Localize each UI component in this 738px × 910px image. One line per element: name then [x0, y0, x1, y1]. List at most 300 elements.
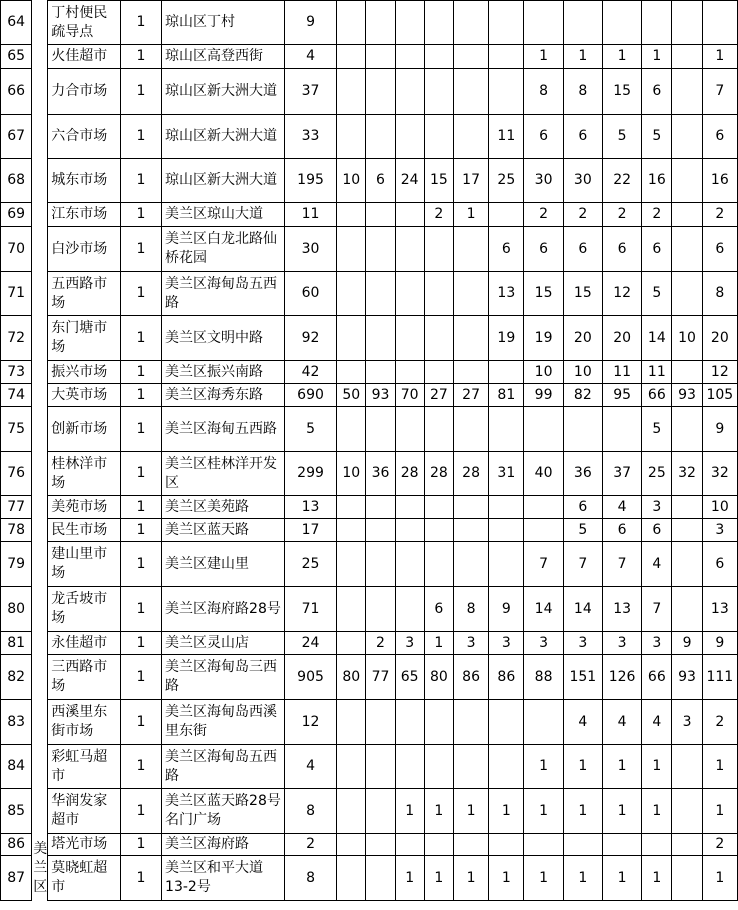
- market-name-cell: 华润发家超市: [48, 789, 120, 834]
- value-cell: 30: [563, 159, 602, 203]
- row-number-cell: 71: [1, 272, 32, 316]
- value-cell: [672, 542, 702, 587]
- table-row: [1, 542, 738, 587]
- value-cell: [366, 69, 395, 115]
- total-cell: 37: [284, 69, 336, 115]
- value-cell: 6: [366, 159, 395, 203]
- table-row: [1, 45, 738, 69]
- value-cell: 14: [563, 587, 602, 632]
- value-cell: 1: [642, 745, 672, 789]
- value-cell: [337, 632, 366, 655]
- value-cell: 80: [424, 655, 453, 700]
- value-cell: [395, 69, 424, 115]
- value-cell: 6: [524, 115, 563, 159]
- row-number-cell: 68: [1, 159, 32, 203]
- value-cell: 1: [524, 745, 563, 789]
- value-cell: [395, 1, 424, 45]
- value-cell: 4: [642, 542, 672, 587]
- value-cell: [424, 700, 453, 745]
- value-cell: 99: [524, 384, 563, 407]
- market-name-cell: 白沙市场: [48, 227, 120, 272]
- count-cell: 1: [120, 1, 161, 45]
- address-cell: 美兰区海甸五西路: [162, 407, 285, 452]
- value-cell: [424, 361, 453, 384]
- value-cell: 10: [672, 316, 702, 361]
- table-row: [1, 384, 738, 407]
- value-cell: 9: [672, 632, 702, 655]
- value-cell: [337, 407, 366, 452]
- value-cell: [672, 496, 702, 519]
- value-cell: 3: [702, 519, 737, 542]
- table-row: [1, 1, 738, 45]
- value-cell: [524, 834, 563, 856]
- value-cell: 6: [489, 227, 524, 272]
- value-cell: 2: [366, 632, 395, 655]
- count-cell: 1: [120, 45, 161, 69]
- value-cell: 7: [524, 542, 563, 587]
- total-cell: 92: [284, 316, 336, 361]
- value-cell: 4: [642, 700, 672, 745]
- value-cell: [424, 407, 453, 452]
- value-cell: 7: [563, 542, 602, 587]
- value-cell: [337, 1, 366, 45]
- row-number-cell: 69: [1, 203, 32, 227]
- market-name-cell: 大英市场: [48, 384, 120, 407]
- row-number-cell: 87: [1, 856, 32, 901]
- value-cell: [453, 316, 488, 361]
- value-cell: [337, 316, 366, 361]
- row-number-cell: 74: [1, 384, 32, 407]
- value-cell: [366, 519, 395, 542]
- value-cell: 14: [524, 587, 563, 632]
- value-cell: 6: [702, 227, 737, 272]
- address-cell: 美兰区海甸岛西溪里东街: [162, 700, 285, 745]
- value-cell: [672, 203, 702, 227]
- value-cell: [489, 496, 524, 519]
- value-cell: 9: [702, 407, 737, 452]
- value-cell: 4: [602, 496, 641, 519]
- value-cell: [395, 272, 424, 316]
- market-name-cell: 彩虹马超市: [48, 745, 120, 789]
- value-cell: 2: [563, 203, 602, 227]
- address-cell: 美兰区海府路28号: [162, 587, 285, 632]
- value-cell: 10: [337, 452, 366, 496]
- value-cell: [395, 115, 424, 159]
- count-cell: 1: [120, 272, 161, 316]
- value-cell: 1: [524, 789, 563, 834]
- count-cell: 1: [120, 452, 161, 496]
- value-cell: 6: [563, 496, 602, 519]
- value-cell: 5: [602, 115, 641, 159]
- value-cell: [453, 496, 488, 519]
- value-cell: 20: [702, 316, 737, 361]
- value-cell: [489, 45, 524, 69]
- count-cell: 1: [120, 519, 161, 542]
- value-cell: [395, 519, 424, 542]
- total-cell: 690: [284, 384, 336, 407]
- value-cell: 151: [563, 655, 602, 700]
- value-cell: 3: [489, 632, 524, 655]
- value-cell: [337, 45, 366, 69]
- market-name-cell: 东门塘市场: [48, 316, 120, 361]
- value-cell: [672, 834, 702, 856]
- market-name-cell: 三西路市场: [48, 655, 120, 700]
- value-cell: 126: [602, 655, 641, 700]
- value-cell: 1: [424, 856, 453, 901]
- value-cell: [366, 587, 395, 632]
- value-cell: 86: [489, 655, 524, 700]
- table-row: [1, 632, 738, 655]
- value-cell: 2: [702, 700, 737, 745]
- address-cell: 美兰区振兴南路: [162, 361, 285, 384]
- value-cell: [672, 856, 702, 901]
- value-cell: 15: [424, 159, 453, 203]
- count-cell: 1: [120, 834, 161, 856]
- total-cell: 905: [284, 655, 336, 700]
- total-cell: 33: [284, 115, 336, 159]
- value-cell: 6: [563, 227, 602, 272]
- value-cell: 12: [602, 272, 641, 316]
- total-cell: 71: [284, 587, 336, 632]
- value-cell: 1: [395, 789, 424, 834]
- row-number-cell: 75: [1, 407, 32, 452]
- value-cell: [366, 203, 395, 227]
- value-cell: [563, 1, 602, 45]
- value-cell: 31: [489, 452, 524, 496]
- count-cell: 1: [120, 159, 161, 203]
- value-cell: [602, 1, 641, 45]
- value-cell: [337, 272, 366, 316]
- value-cell: [424, 834, 453, 856]
- value-cell: [453, 1, 488, 45]
- value-cell: 10: [702, 496, 737, 519]
- value-cell: 12: [702, 361, 737, 384]
- value-cell: [489, 361, 524, 384]
- count-cell: 1: [120, 587, 161, 632]
- value-cell: 7: [702, 69, 737, 115]
- value-cell: 13: [602, 587, 641, 632]
- value-cell: 36: [366, 452, 395, 496]
- table-row: [1, 159, 738, 203]
- value-cell: 3: [395, 632, 424, 655]
- value-cell: [672, 519, 702, 542]
- value-cell: 77: [366, 655, 395, 700]
- value-cell: [424, 1, 453, 45]
- address-cell: 美兰区海秀东路: [162, 384, 285, 407]
- value-cell: [489, 834, 524, 856]
- value-cell: 32: [702, 452, 737, 496]
- table-row: [1, 272, 738, 316]
- value-cell: [366, 361, 395, 384]
- district-cell: [32, 1, 48, 901]
- table-row: [1, 655, 738, 700]
- value-cell: 3: [602, 632, 641, 655]
- value-cell: [524, 700, 563, 745]
- value-cell: [453, 45, 488, 69]
- market-name-cell: 城东市场: [48, 159, 120, 203]
- value-cell: [337, 203, 366, 227]
- row-number-cell: 66: [1, 69, 32, 115]
- count-cell: 1: [120, 115, 161, 159]
- value-cell: 27: [424, 384, 453, 407]
- value-cell: 88: [524, 655, 563, 700]
- value-cell: 6: [702, 115, 737, 159]
- value-cell: 17: [453, 159, 488, 203]
- value-cell: 11: [642, 361, 672, 384]
- value-cell: 16: [702, 159, 737, 203]
- total-cell: 24: [284, 632, 336, 655]
- value-cell: 1: [702, 45, 737, 69]
- value-cell: 65: [395, 655, 424, 700]
- value-cell: 6: [642, 519, 672, 542]
- value-cell: 6: [424, 587, 453, 632]
- value-cell: [453, 407, 488, 452]
- value-cell: [337, 700, 366, 745]
- market-name-cell: 六合市场: [48, 115, 120, 159]
- value-cell: 1: [602, 745, 641, 789]
- value-cell: [337, 227, 366, 272]
- value-cell: 13: [702, 587, 737, 632]
- table-row: [1, 407, 738, 452]
- value-cell: 1: [424, 632, 453, 655]
- value-cell: 3: [642, 632, 672, 655]
- value-cell: 5: [642, 407, 672, 452]
- value-cell: [489, 1, 524, 45]
- value-cell: 93: [672, 384, 702, 407]
- value-cell: [395, 834, 424, 856]
- value-cell: 7: [642, 587, 672, 632]
- count-cell: 1: [120, 361, 161, 384]
- count-cell: 1: [120, 655, 161, 700]
- value-cell: [453, 519, 488, 542]
- value-cell: [424, 745, 453, 789]
- value-cell: 25: [642, 452, 672, 496]
- value-cell: [524, 519, 563, 542]
- value-cell: 20: [563, 316, 602, 361]
- value-cell: [524, 1, 563, 45]
- count-cell: 1: [120, 227, 161, 272]
- value-cell: 11: [489, 115, 524, 159]
- value-cell: 1: [395, 856, 424, 901]
- value-cell: [672, 45, 702, 69]
- row-number-cell: 78: [1, 519, 32, 542]
- value-cell: [395, 700, 424, 745]
- total-cell: 12: [284, 700, 336, 745]
- market-name-cell: 莫晓虹超市: [48, 856, 120, 901]
- row-number-cell: 65: [1, 45, 32, 69]
- address-cell: 琼山区新大洲大道: [162, 69, 285, 115]
- value-cell: 36: [563, 452, 602, 496]
- value-cell: 22: [602, 159, 641, 203]
- table-row: [1, 856, 738, 901]
- address-cell: 美兰区和平大道13-2号: [162, 856, 285, 901]
- market-name-cell: 丁村便民疏导点: [48, 1, 120, 45]
- count-cell: 1: [120, 789, 161, 834]
- value-cell: 70: [395, 384, 424, 407]
- value-cell: [672, 587, 702, 632]
- market-name-cell: 五西路市场: [48, 272, 120, 316]
- value-cell: [366, 1, 395, 45]
- market-name-cell: 创新市场: [48, 407, 120, 452]
- value-cell: [602, 407, 641, 452]
- value-cell: 5: [642, 115, 672, 159]
- value-cell: 10: [337, 159, 366, 203]
- value-cell: 32: [672, 452, 702, 496]
- address-cell: 琼山区新大洲大道: [162, 159, 285, 203]
- value-cell: 6: [642, 227, 672, 272]
- value-cell: [672, 1, 702, 45]
- row-number-cell: 83: [1, 700, 32, 745]
- value-cell: [524, 496, 563, 519]
- value-cell: [395, 745, 424, 789]
- value-cell: [672, 361, 702, 384]
- address-cell: 美兰区建山里: [162, 542, 285, 587]
- row-number-cell: 67: [1, 115, 32, 159]
- market-name-cell: 永佳超市: [48, 632, 120, 655]
- value-cell: 8: [702, 272, 737, 316]
- total-cell: 25: [284, 542, 336, 587]
- value-cell: [337, 834, 366, 856]
- total-cell: 299: [284, 452, 336, 496]
- value-cell: 2: [524, 203, 563, 227]
- value-cell: 1: [702, 856, 737, 901]
- count-cell: 1: [120, 384, 161, 407]
- value-cell: [453, 700, 488, 745]
- total-cell: 4: [284, 45, 336, 69]
- value-cell: 16: [642, 159, 672, 203]
- market-name-cell: 民生市场: [48, 519, 120, 542]
- value-cell: 1: [453, 203, 488, 227]
- row-number-cell: 77: [1, 496, 32, 519]
- value-cell: [395, 316, 424, 361]
- table-row: [1, 789, 738, 834]
- value-cell: [366, 856, 395, 901]
- table-row: [1, 700, 738, 745]
- value-cell: 1: [602, 45, 641, 69]
- value-cell: [453, 115, 488, 159]
- total-cell: 13: [284, 496, 336, 519]
- value-cell: [366, 496, 395, 519]
- value-cell: [395, 227, 424, 272]
- value-cell: 1: [563, 45, 602, 69]
- value-cell: 2: [702, 203, 737, 227]
- value-cell: [424, 272, 453, 316]
- market-name-cell: 振兴市场: [48, 361, 120, 384]
- value-cell: [453, 745, 488, 789]
- address-cell: 美兰区琼山大道: [162, 203, 285, 227]
- value-cell: [489, 542, 524, 587]
- value-cell: [366, 745, 395, 789]
- district-label: 美兰区: [33, 840, 48, 895]
- value-cell: [489, 700, 524, 745]
- value-cell: 1: [563, 745, 602, 789]
- value-cell: 1: [563, 856, 602, 901]
- value-cell: 19: [524, 316, 563, 361]
- value-cell: 6: [602, 227, 641, 272]
- value-cell: 10: [524, 361, 563, 384]
- value-cell: [424, 519, 453, 542]
- value-cell: 40: [524, 452, 563, 496]
- count-cell: 1: [120, 69, 161, 115]
- table-row: [1, 587, 738, 632]
- value-cell: 111: [702, 655, 737, 700]
- value-cell: 3: [672, 700, 702, 745]
- value-cell: 1: [453, 789, 488, 834]
- row-number-cell: 86: [1, 834, 32, 856]
- value-cell: [366, 834, 395, 856]
- value-cell: [424, 227, 453, 272]
- value-cell: 80: [337, 655, 366, 700]
- value-cell: [489, 69, 524, 115]
- value-cell: [337, 361, 366, 384]
- value-cell: 1: [424, 789, 453, 834]
- value-cell: 30: [524, 159, 563, 203]
- value-cell: 93: [672, 655, 702, 700]
- market-name-cell: 建山里市场: [48, 542, 120, 587]
- value-cell: 66: [642, 655, 672, 700]
- table-row: [1, 519, 738, 542]
- table-row: [1, 834, 738, 856]
- value-cell: [672, 745, 702, 789]
- row-number-cell: 72: [1, 316, 32, 361]
- row-number-cell: 80: [1, 587, 32, 632]
- value-cell: [424, 496, 453, 519]
- value-cell: 6: [702, 542, 737, 587]
- value-cell: 105: [702, 384, 737, 407]
- total-cell: 9: [284, 1, 336, 45]
- value-cell: [563, 407, 602, 452]
- value-cell: 37: [602, 452, 641, 496]
- count-cell: 1: [120, 700, 161, 745]
- value-cell: [395, 203, 424, 227]
- value-cell: 1: [602, 856, 641, 901]
- address-cell: 美兰区蓝天路: [162, 519, 285, 542]
- value-cell: 11: [602, 361, 641, 384]
- value-cell: [424, 115, 453, 159]
- value-cell: [366, 789, 395, 834]
- value-cell: 15: [602, 69, 641, 115]
- value-cell: 2: [602, 203, 641, 227]
- table-row: [1, 115, 738, 159]
- value-cell: [453, 834, 488, 856]
- total-cell: 2: [284, 834, 336, 856]
- address-cell: 琼山区高登西街: [162, 45, 285, 69]
- row-number-cell: 84: [1, 745, 32, 789]
- value-cell: 9: [489, 587, 524, 632]
- total-cell: 4: [284, 745, 336, 789]
- value-cell: [672, 789, 702, 834]
- market-name-cell: 江东市场: [48, 203, 120, 227]
- value-cell: [489, 519, 524, 542]
- value-cell: [524, 407, 563, 452]
- count-cell: 1: [120, 745, 161, 789]
- market-name-cell: 火佳超市: [48, 45, 120, 69]
- total-cell: 5: [284, 407, 336, 452]
- value-cell: 1: [453, 856, 488, 901]
- market-name-cell: 龙舌坡市场: [48, 587, 120, 632]
- total-cell: 60: [284, 272, 336, 316]
- value-cell: [489, 203, 524, 227]
- row-number-cell: 79: [1, 542, 32, 587]
- value-cell: [453, 361, 488, 384]
- value-cell: 8: [563, 69, 602, 115]
- value-cell: [702, 1, 737, 45]
- table-row: [1, 69, 738, 115]
- value-cell: [395, 587, 424, 632]
- value-cell: 15: [563, 272, 602, 316]
- value-cell: 81: [489, 384, 524, 407]
- address-cell: 美兰区海府路: [162, 834, 285, 856]
